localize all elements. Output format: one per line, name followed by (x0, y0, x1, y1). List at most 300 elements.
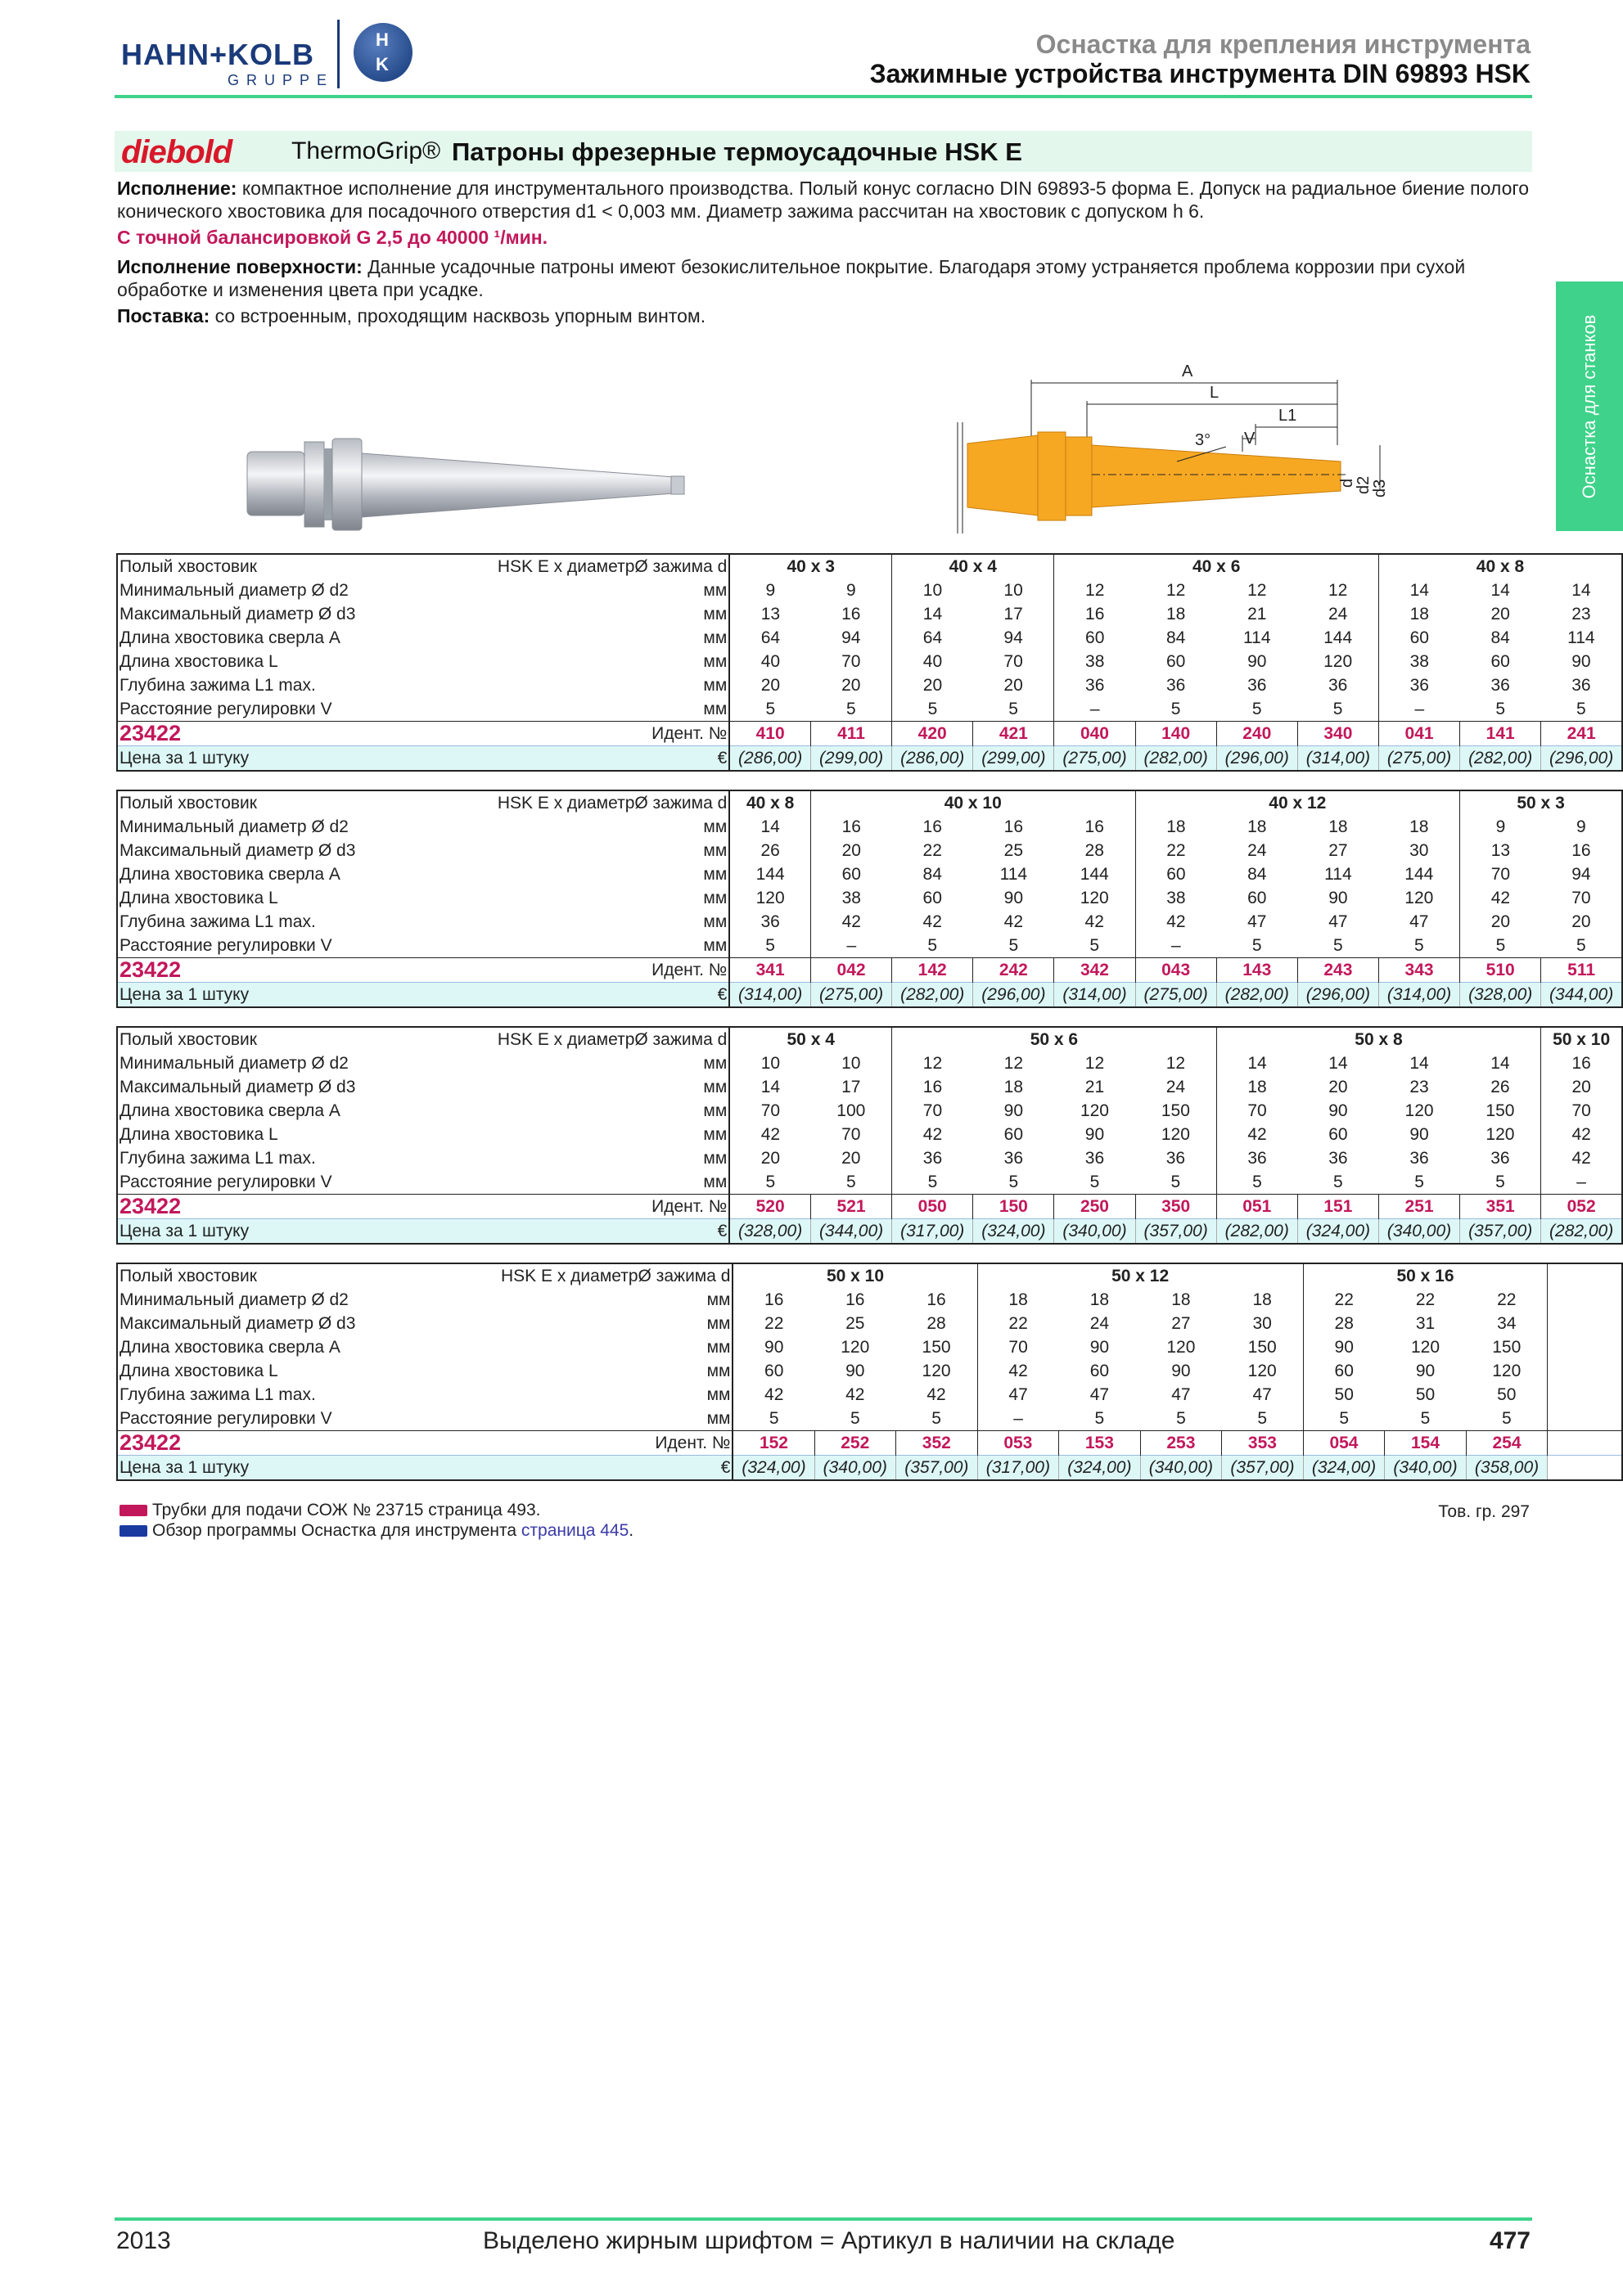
value-cell: 150 (1492, 1338, 1522, 1357)
value-cell: 21 (1247, 605, 1267, 624)
balancing-note: С точной балансировкой G 2,5 до 40000 ¹/мин. (117, 227, 548, 248)
value-cell: 14 (1490, 1054, 1510, 1073)
table-row (117, 1146, 1622, 1170)
value-cell: 84 (1247, 865, 1267, 884)
table-row (117, 815, 1622, 839)
price-cell: (357,00) (1135, 1219, 1216, 1245)
value-cell: 90 (1003, 889, 1024, 907)
row-unit: Идент. № (357, 1195, 729, 1219)
row-unit: мм (357, 1075, 729, 1099)
value-cell: 42 (892, 1123, 973, 1146)
value-cell: 36 (1328, 1149, 1348, 1168)
row-label: Максимальный диаметр Ø d3 (119, 605, 356, 624)
value-cell: 42 (1216, 1123, 1297, 1146)
value-cell: 70 (1571, 889, 1591, 907)
value-cell: 5 (1333, 1173, 1343, 1191)
row-label: Минимальный диаметр Ø d2 (119, 1290, 349, 1309)
value-cell: 120 (1410, 1338, 1440, 1357)
value-cell: 5 (1333, 936, 1343, 955)
price-cell: (314,00) (1378, 983, 1459, 1008)
ident-number: 352 (896, 1431, 978, 1456)
value-cell: 24 (1247, 841, 1267, 860)
price-cell: (299,00) (973, 746, 1054, 772)
value-cell: 42 (1135, 910, 1216, 934)
row-unit: Идент. № (357, 722, 729, 746)
row-unit: € (357, 983, 729, 1008)
value-cell: 16 (926, 1290, 946, 1309)
ident-number: 510 (1460, 958, 1541, 983)
header-title: Зажимные устройства инструмента DIN 69893 HSK (869, 59, 1531, 88)
price-cell: (328,00) (1460, 983, 1541, 1008)
value-cell: 120 (1492, 1362, 1522, 1380)
value-cell: 20 (841, 1149, 861, 1168)
value-cell: 42 (1084, 912, 1104, 931)
product-title: Патроны фрезерные термоусадочные HSK E (452, 137, 1022, 166)
value-cell: 144 (1404, 865, 1434, 884)
value-cell: 17 (841, 1078, 861, 1096)
value-cell: 18 (1328, 817, 1348, 836)
value-cell: 42 (926, 1385, 946, 1404)
value-cell: 16 (1571, 841, 1591, 860)
value-cell: 20 (1460, 910, 1541, 934)
value-cell: 60 (1247, 889, 1267, 907)
value-cell: 42 (1003, 912, 1024, 931)
size-group-header: 40 x 3 (729, 554, 891, 579)
value-cell: 38 (1054, 650, 1135, 673)
price-cell: (275,00) (1135, 983, 1216, 1008)
ident-number: 150 (973, 1195, 1054, 1219)
value-cell: 22 (922, 841, 942, 860)
value-cell: 60 (1054, 626, 1135, 650)
value-cell: 16 (1054, 602, 1135, 626)
value-cell: 42 (1541, 1146, 1622, 1170)
value-cell: 10 (841, 1054, 861, 1073)
table-row (117, 650, 1622, 673)
value-cell: 42 (1541, 1123, 1622, 1146)
ident-number: 142 (892, 958, 973, 983)
row-unit: Идент. № (357, 958, 729, 983)
ident-number: 243 (1297, 958, 1378, 983)
size-group-header: 40 x 12 (1135, 790, 1460, 815)
table-row (117, 1075, 1622, 1099)
value-cell: 47 (1409, 912, 1429, 931)
value-cell: 14 (729, 1075, 810, 1099)
table-row (117, 934, 1622, 958)
table-row (117, 1359, 1622, 1383)
value-cell: 20 (729, 673, 810, 697)
ident-number: 341 (729, 958, 810, 983)
table-row (117, 626, 1622, 650)
value-cell: 144 (1080, 865, 1109, 884)
footnote-coolant: Трубки для подачи СОЖ № 23715 страница 493. (119, 1500, 633, 1520)
value-cell: 60 (1378, 626, 1459, 650)
execution-paragraph: Исполнение: компактное исполнение для инструментального производства. Полый конус согласно DIN 69893-5 форма E. Допуск на радиальное биение полого конического хвостовика для посадочного отверстия d1 < 0,003 мм. Диаметр зажима рассчитан на хвостовик с допуском h 6. (117, 178, 1530, 222)
value-cell: 20 (841, 676, 861, 695)
table-row (117, 886, 1622, 910)
value-cell: 70 (841, 1125, 861, 1144)
article-code: 23422 (117, 722, 357, 746)
value-cell: 38 (1135, 886, 1216, 910)
value-cell: 5 (845, 1173, 856, 1191)
value-cell: 16 (1541, 1051, 1622, 1075)
price-cell: (296,00) (1216, 746, 1297, 772)
value-cell: 12 (1165, 1054, 1186, 1073)
value-cell: 9 (1576, 817, 1586, 836)
value-cell: 114 (1243, 628, 1271, 647)
size-group-header: 50 x 6 (892, 1027, 1217, 1051)
value-cell (1548, 1359, 1622, 1383)
value-cell: 90 (1089, 1338, 1110, 1357)
price-cell: (340,00) (1378, 1219, 1459, 1245)
row-unit: € (357, 1219, 729, 1245)
row-unit: мм (357, 1146, 729, 1170)
value-cell: 5 (931, 1409, 941, 1428)
value-cell: 16 (845, 1290, 865, 1309)
price-cell: (275,00) (1054, 746, 1135, 772)
value-cell: 90 (1303, 1335, 1385, 1359)
table-row (117, 1219, 1622, 1245)
value-cell: 42 (845, 1385, 865, 1404)
row-unit: мм (357, 1335, 733, 1359)
price-cell: (286,00) (729, 746, 810, 772)
value-cell: 20 (1003, 676, 1023, 695)
value-cell: 5 (1170, 700, 1181, 718)
value-cell: 5 (1089, 936, 1100, 955)
value-cell: 14 (1490, 581, 1510, 600)
value-cell: 36 (1490, 1149, 1510, 1168)
value-cell: 36 (1084, 1149, 1105, 1168)
row-label: Цена за 1 штуку (117, 983, 357, 1008)
value-cell: – (1378, 697, 1459, 722)
size-group-header: 40 x 4 (892, 554, 1054, 579)
row-label: Цена за 1 штуку (117, 1456, 357, 1481)
spec-table (116, 1263, 1623, 1481)
row-label: Глубина зажима L1 max. (119, 912, 316, 931)
value-cell: 18 (1247, 817, 1267, 836)
value-cell: 5 (1576, 936, 1586, 955)
ident-number: 353 (1222, 1431, 1304, 1456)
value-cell: – (1054, 697, 1135, 722)
row-label: Длина хвостовика L (119, 1362, 278, 1380)
article-code: 23422 (117, 1195, 357, 1219)
side-section-tab[interactable]: Оснастка для станков (1556, 281, 1623, 531)
table-row (117, 746, 1622, 772)
price-cell: (314,00) (1297, 746, 1378, 772)
table-row (117, 910, 1622, 934)
value-cell: 22 (733, 1312, 814, 1335)
value-cell: 5 (1414, 1173, 1424, 1191)
thermogrip-logo: ThermoGrip® (291, 137, 441, 164)
value-cell: 42 (810, 910, 891, 934)
spec-table (116, 553, 1623, 772)
value-cell: 5 (1495, 700, 1506, 718)
value-cell: 120 (1080, 889, 1109, 907)
value-cell: – (1135, 934, 1216, 958)
ident-number: 250 (1054, 1195, 1135, 1219)
value-cell: 18 (1378, 602, 1459, 626)
ident-number: 042 (810, 958, 891, 983)
value-cell: 120 (1323, 652, 1353, 671)
value-cell: 22 (1303, 1288, 1385, 1312)
value-cell: 23 (1409, 1078, 1429, 1096)
size-group-header: 50 x 4 (729, 1027, 891, 1051)
value-cell: 70 (977, 1335, 1059, 1359)
dim-l: L (1210, 384, 1220, 402)
value-cell: 42 (733, 1383, 814, 1407)
row-unit: мм (357, 1051, 729, 1075)
value-cell: 42 (922, 912, 942, 931)
size-group-header: 50 x 10 (733, 1263, 977, 1288)
value-cell: 36 (1165, 1149, 1186, 1168)
value-cell: 36 (1216, 1146, 1297, 1170)
size-group-header: 50 x 10 (1541, 1027, 1622, 1051)
size-group-header: 50 x 16 (1303, 1263, 1548, 1288)
ident-number: 343 (1378, 958, 1459, 983)
row-unit: € (357, 746, 729, 772)
price-cell (1548, 1456, 1622, 1481)
logo-subtitle: GRUPPE (228, 72, 335, 88)
value-cell: 17 (1003, 605, 1023, 624)
logo-hk-mark-icon: H K (354, 23, 413, 82)
ident-number: 340 (1297, 722, 1378, 746)
value-cell: – (810, 934, 891, 958)
hahn-kolb-logo (121, 20, 416, 88)
value-cell: 12 (1328, 581, 1348, 600)
value-cell: 20 (810, 839, 891, 862)
value-cell: 120 (1404, 889, 1434, 907)
logo-divider (337, 20, 340, 88)
table-row (117, 958, 1622, 983)
price-cell: (296,00) (1541, 746, 1622, 772)
value-cell: 36 (729, 910, 810, 934)
value-cell: 120 (841, 1338, 870, 1357)
dim-a: A (1182, 362, 1193, 380)
price-cell: (314,00) (1054, 983, 1135, 1008)
article-code: 23422 (117, 958, 357, 983)
row-unit: Идент. № (357, 1431, 733, 1456)
value-cell: 114 (999, 865, 1028, 884)
ident-number: 350 (1135, 1195, 1216, 1219)
row-label: Полый хвостовик (119, 557, 257, 576)
value-cell: 16 (892, 1075, 973, 1099)
price-cell: (282,00) (1460, 746, 1541, 772)
value-cell: 18 (1135, 815, 1216, 839)
ident-number: 421 (973, 722, 1054, 746)
value-cell: 120 (1166, 1338, 1196, 1357)
header-divider (115, 95, 1532, 98)
value-cell: 24 (1328, 605, 1348, 624)
value-cell: 9 (729, 579, 810, 602)
value-cell: 14 (1378, 579, 1459, 602)
value-cell: 5 (1251, 936, 1262, 955)
spec-table (116, 790, 1623, 1008)
table-row (117, 1312, 1622, 1335)
ident-number: 153 (1059, 1431, 1141, 1456)
value-cell: 25 (845, 1314, 865, 1333)
value-cell: 150 (1247, 1338, 1277, 1357)
value-cell: 27 (1328, 841, 1348, 860)
row-label: Длина хвостовика сверла A (119, 865, 340, 884)
value-cell: 5 (1094, 1409, 1105, 1428)
value-cell: 47 (1247, 912, 1267, 931)
value-cell: 36 (1378, 673, 1459, 697)
value-cell: 14 (1571, 581, 1591, 600)
dim-v: V (1244, 430, 1256, 448)
price-cell: (282,00) (1216, 983, 1297, 1008)
value-cell: 16 (841, 605, 861, 624)
header-category: Оснастка для крепления инструмента (1035, 29, 1531, 59)
value-cell: 120 (922, 1362, 951, 1380)
price-cell: (357,00) (896, 1456, 978, 1481)
value-cell: 60 (1328, 1125, 1348, 1144)
price-cell: (314,00) (729, 983, 810, 1008)
ident-number: 053 (977, 1431, 1059, 1456)
value-cell: 90 (1328, 1101, 1348, 1120)
value-cell (1548, 1383, 1622, 1407)
dim-l1: L1 (1278, 407, 1297, 425)
value-cell: 5 (892, 1170, 973, 1195)
row-unit: мм (357, 815, 729, 839)
ident-number: 154 (1385, 1431, 1467, 1456)
value-cell: 16 (1003, 817, 1024, 836)
value-cell: 50 (1415, 1385, 1436, 1404)
value-cell: 20 (1571, 912, 1591, 931)
row-label: Максимальный диаметр Ø d3 (119, 841, 356, 860)
value-cell: 18 (1252, 1290, 1272, 1309)
price-cell: (340,00) (1054, 1219, 1135, 1245)
value-cell: 70 (1003, 652, 1023, 671)
row-label: Длина хвостовика L (119, 1125, 278, 1144)
value-cell: 36 (1328, 676, 1348, 695)
value-cell: 5 (1495, 1173, 1505, 1191)
row-unit: HSK E x диаметрØ зажима d (357, 790, 729, 815)
value-cell: 38 (810, 886, 891, 910)
value-cell: 5 (1251, 700, 1262, 718)
row-unit: мм (357, 839, 729, 862)
ident-number: 054 (1303, 1431, 1385, 1456)
dim-d: d (1338, 478, 1356, 488)
value-cell: 9 (845, 581, 856, 600)
page-link[interactable]: страница 445 (521, 1521, 629, 1540)
ident-number: 143 (1216, 958, 1297, 983)
value-cell: 28 (1303, 1312, 1385, 1335)
value-cell: 5 (733, 1407, 814, 1431)
value-cell: 90 (1328, 889, 1348, 907)
value-cell: 42 (977, 1359, 1059, 1383)
value-cell: 30 (1409, 841, 1429, 860)
value-cell: 47 (1328, 912, 1348, 931)
value-cell: 5 (1413, 936, 1424, 955)
value-cell: 16 (1084, 817, 1104, 836)
value-cell: 12 (1084, 1054, 1105, 1073)
table-row (117, 1288, 1622, 1312)
value-cell: 5 (1216, 1170, 1297, 1195)
table-row (117, 862, 1622, 886)
value-cell: 12 (1054, 579, 1135, 602)
value-cell: 5 (1008, 1173, 1019, 1191)
row-label: Расстояние регулировки V (119, 700, 332, 718)
value-cell: 5 (1420, 1409, 1431, 1428)
price-cell: (317,00) (892, 1219, 973, 1245)
value-cell: 90 (1409, 1125, 1429, 1144)
value-cell: 70 (729, 1099, 810, 1123)
value-cell: 20 (1541, 1075, 1622, 1099)
value-cell: 40 (729, 650, 810, 673)
value-cell: 40 (892, 650, 973, 673)
price-cell: (324,00) (1297, 1219, 1378, 1245)
value-cell: 5 (1176, 1409, 1186, 1428)
row-label: Глубина зажима L1 max. (119, 1149, 316, 1168)
article-code: 23422 (117, 1431, 357, 1456)
row-label: Максимальный диаметр Ø d3 (119, 1314, 356, 1333)
value-cell: 114 (1567, 628, 1595, 647)
value-cell: 23 (1571, 605, 1591, 624)
value-cell: 12 (1003, 1054, 1024, 1073)
value-cell: 5 (927, 936, 938, 955)
row-label: Глубина зажима L1 max. (119, 1385, 316, 1404)
product-title-bar (115, 131, 1532, 172)
value-cell: 20 (892, 673, 973, 697)
table-row (117, 673, 1622, 697)
value-cell: 28 (1084, 841, 1104, 860)
row-unit: HSK E x диаметрØ зажима d (357, 554, 729, 579)
value-cell: 120 (1247, 1362, 1277, 1380)
ident-number: 521 (810, 1195, 891, 1219)
price-cell: (282,00) (1216, 1219, 1297, 1245)
table-row (117, 839, 1622, 862)
value-cell: 90 (1571, 652, 1591, 671)
price-cell: (357,00) (1222, 1456, 1304, 1481)
value-cell: 150 (1161, 1101, 1190, 1120)
value-cell: 10 (892, 579, 973, 602)
value-cell: 36 (1571, 676, 1591, 695)
value-cell: 18 (1089, 1290, 1110, 1309)
price-cell: (275,00) (810, 983, 891, 1008)
value-cell: 18 (1409, 817, 1429, 836)
value-cell: 70 (1460, 862, 1541, 886)
row-unit: мм (357, 1312, 733, 1335)
table-row (117, 1027, 1622, 1051)
row-label: Цена за 1 штуку (117, 746, 357, 772)
value-cell: 10 (729, 1051, 810, 1075)
value-cell (1548, 1312, 1622, 1335)
value-cell: 60 (922, 889, 942, 907)
spec-table (116, 1026, 1623, 1245)
row-unit: мм (357, 934, 729, 958)
value-cell: 120 (1485, 1125, 1515, 1144)
value-cell: 22 (977, 1312, 1059, 1335)
table-row (117, 722, 1622, 746)
table-row (117, 1099, 1622, 1123)
value-cell: 120 (1404, 1101, 1434, 1120)
table-row (117, 983, 1622, 1008)
value-cell: 25 (1003, 841, 1024, 860)
row-unit: мм (357, 697, 729, 722)
price-cell: (344,00) (810, 1219, 891, 1245)
row-label: Максимальный диаметр Ø d3 (119, 1078, 356, 1096)
value-cell: 36 (1247, 676, 1267, 695)
row-unit: € (357, 1456, 733, 1481)
price-cell: (344,00) (1541, 983, 1622, 1008)
value-cell: 18 (1171, 1290, 1191, 1309)
price-cell: (282,00) (892, 983, 973, 1008)
value-cell: – (977, 1407, 1059, 1431)
value-cell: 27 (1171, 1314, 1191, 1333)
value-cell (1548, 1407, 1622, 1431)
value-cell: 5 (1257, 1409, 1268, 1428)
value-cell: 120 (1161, 1125, 1190, 1144)
value-cell: 60 (1303, 1359, 1385, 1383)
